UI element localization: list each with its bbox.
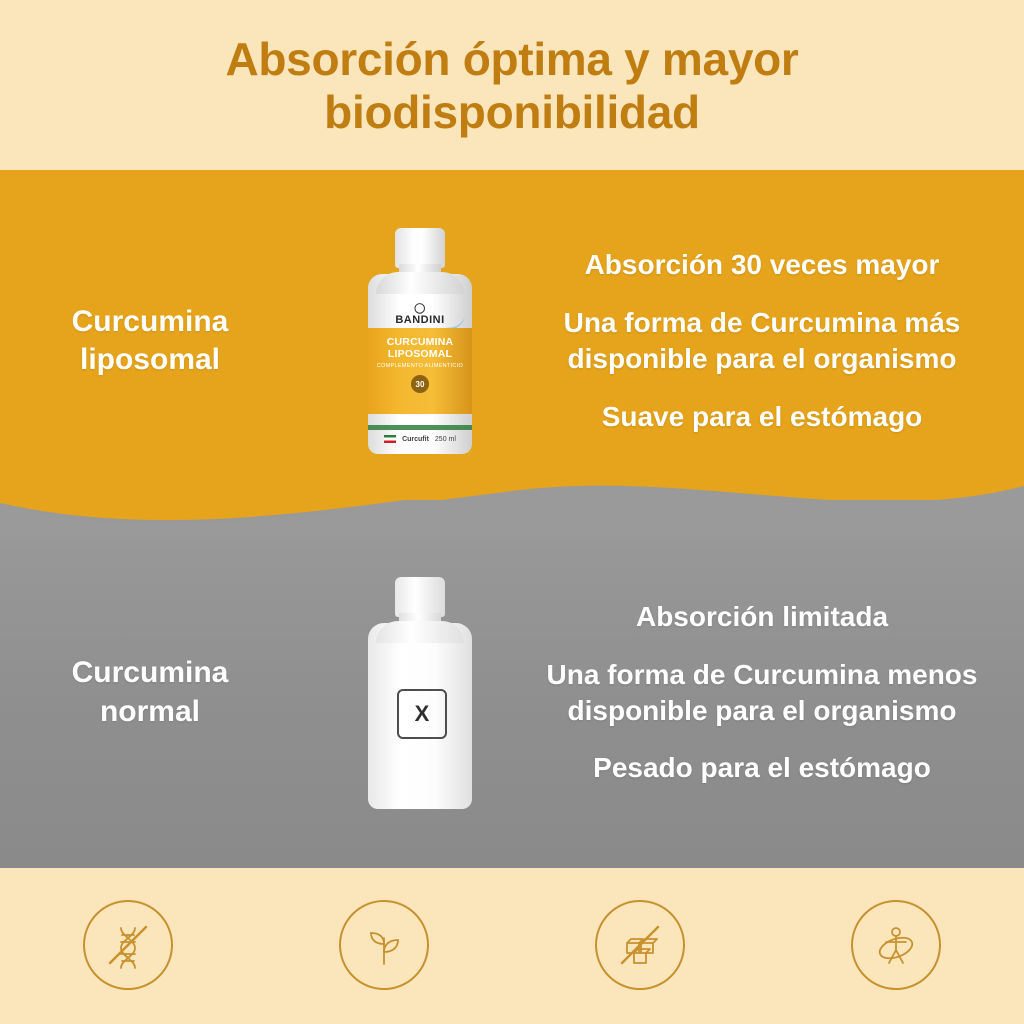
bottle-label-line2: LIPOSOMAL: [387, 348, 453, 360]
benefit-item: Absorción 30 veces mayor: [584, 249, 940, 281]
product-visual-normal: [300, 520, 540, 865]
footer-icon-row: [0, 866, 1024, 1024]
x-mark-icon: X: [397, 689, 447, 739]
row-curcumina-normal: [0, 520, 1024, 865]
bottle-cap-icon: [395, 577, 445, 617]
row-curcumina-liposomal: [0, 176, 1024, 506]
no-sugar-icon: [595, 900, 685, 990]
row-label-normal: [0, 654, 300, 731]
bottle-curcumin-mark: Curcufit: [402, 435, 429, 443]
italy-flag-icon: [384, 435, 396, 443]
benefit-item: Pesado para el estómago: [593, 752, 931, 784]
bottle-liposomal: [368, 228, 472, 454]
row-label-normal-line2: normal: [99, 694, 201, 728]
bottle-cap-icon: [395, 228, 445, 268]
bottle-footer: [368, 430, 472, 448]
row-label-liposomal: [0, 303, 300, 380]
page-header: [0, 0, 1024, 172]
benefits-normal: [540, 599, 1024, 786]
brand-mark-icon: ◯: [414, 303, 426, 314]
row-label-liposomal-line2: liposomal: [79, 343, 221, 376]
benefit-item: Una forma de Curcumina más disponible para el organismo: [563, 307, 961, 374]
benefit-item: Suave para el estómago: [601, 400, 923, 432]
bottle-shoulder: [376, 272, 464, 294]
bottle-volume: 250 ml: [434, 435, 456, 443]
no-gmo-icon: [83, 900, 173, 990]
product-visual-liposomal: [300, 176, 540, 506]
bottle-shoulder: [376, 621, 464, 643]
bottle-label-line3: COMPLEMENTO ALIMENTICIO: [376, 363, 464, 369]
vegan-leaf-icon: [339, 900, 429, 990]
brand-name: BANDINI: [395, 314, 445, 326]
benefits-liposomal: [540, 247, 1024, 434]
bottle-label-line1: CURCUMINA: [386, 336, 454, 348]
row-label-normal-line1: Curcumina: [71, 656, 229, 690]
bottle-label: [368, 328, 472, 414]
row-label-liposomal-line1: Curcumina: [71, 304, 229, 338]
benefit-item: Absorción limitada: [635, 600, 889, 632]
page-title: Absorción óptima y mayor biodisponibilidad: [225, 33, 799, 138]
benefit-item: Una forma de Curcumina menos disponible para el organismo: [546, 658, 978, 726]
bottle-badge: 30: [411, 375, 429, 393]
wellbeing-icon: [851, 900, 941, 990]
bottle-normal: [368, 577, 472, 809]
